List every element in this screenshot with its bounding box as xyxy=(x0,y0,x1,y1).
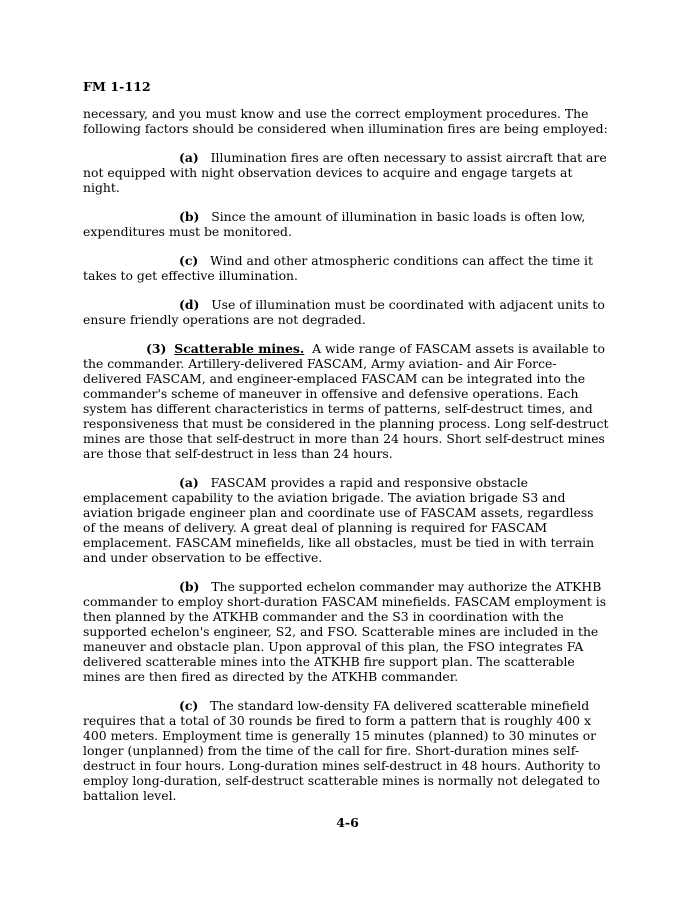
paragraph-text: Illumination fires are often necessary to assist aircraft that are not equipped with night observation devices to acquire and engage targets at night. xyxy=(83,150,607,195)
paragraph-scatterable-c xyxy=(83,698,609,803)
paragraph-text: A wide range of FASCAM assets is available to the commander. Artillery-delivered FASCAM, Army aviation- and Air Force-delivered FASCAM, and engineer-emplaced FASCAM can be integrated into the commander's scheme of maneuver in offensive and defensive operations. Each system has different characteristics in terms of patterns, self-destruct times, and responsiveness that must be considered in the planning process. Long self-destruct mines are those that self-destruct in more than 24 hours. Short self-destruct mines are those that self-destruct in less than 24 hours. xyxy=(83,341,609,461)
paragraph-label: (d) xyxy=(179,297,200,312)
paragraph-label: (b) xyxy=(179,579,200,594)
page-number: 4-6 xyxy=(336,815,359,830)
paragraph-label: (a) xyxy=(179,475,199,490)
paragraph-label: (b) xyxy=(179,209,200,224)
paragraph-text: Wind and other atmospheric conditions can affect the time it takes to get effective illumination. xyxy=(83,253,593,283)
manual-header: FM 1-112 xyxy=(83,79,151,94)
paragraph-label: (c) xyxy=(179,253,199,268)
paragraph-label: (a) xyxy=(179,150,199,165)
paragraph-illumination-a xyxy=(83,150,609,195)
paragraph-text: Use of illumination must be coordinated with adjacent units to ensure friendly operations are not degraded. xyxy=(83,297,605,327)
paragraph-text: Since the amount of illumination in basic loads is often low, expenditures must be monitored. xyxy=(83,209,586,239)
paragraph-illumination-b xyxy=(83,209,609,239)
paragraph-text: The standard low-density FA delivered scatterable minefield requires that a total of 30 rounds be fired to form a pattern that is roughly 400 x 400 meters. Employment time is generally 15 minutes (planned) to 30 minutes or longer (unplanned) from the time of the call for fire. Short-duration mines self-destruct in four hours. Long-duration mines self-destruct in 48 hours. Authority to employ long-duration, self-destruct scatterable mines is normally not delegated to battalion level. xyxy=(83,698,601,803)
paragraph-illumination-c xyxy=(83,253,609,283)
section-title: Scatterable mines. xyxy=(174,341,305,356)
paragraph-illumination-intro xyxy=(83,106,609,136)
document-body xyxy=(83,106,609,817)
paragraph-scatterable-mines xyxy=(83,341,609,461)
paragraph-scatterable-b xyxy=(83,579,609,684)
paragraph-label: (c) xyxy=(179,698,199,713)
paragraph-text: necessary, and you must know and use the correct employment procedures. The following factors should be considered when illumination fires are being employed: xyxy=(83,106,608,136)
paragraph-scatterable-a xyxy=(83,475,609,565)
paragraph-label: (3) xyxy=(146,341,167,356)
paragraph-text: The supported echelon commander may authorize the ATKHB commander to employ short-duration FASCAM minefields. FASCAM employment is then planned by the ATKHB commander and the S3 in coordination with the supported echelon's engineer, S2, and FSO. Scatterable mines are included in the maneuver and obstacle plan. Upon approval of this plan, the FSO integrates FA delivered scatterable mines into the ATKHB fire support plan. The scatterable mines are then fired as directed by the ATKHB commander. xyxy=(83,579,607,684)
paragraph-illumination-d xyxy=(83,297,609,327)
paragraph-text: FASCAM provides a rapid and responsive obstacle emplacement capability to the aviation brigade. The aviation brigade S3 and aviation brigade engineer plan and coordinate use of FASCAM assets, regardless of the means of delivery. A great deal of planning is required for FASCAM emplacement. FASCAM minefields, like all obstacles, must be tied in with terrain and under observation to be effective. xyxy=(83,475,595,565)
